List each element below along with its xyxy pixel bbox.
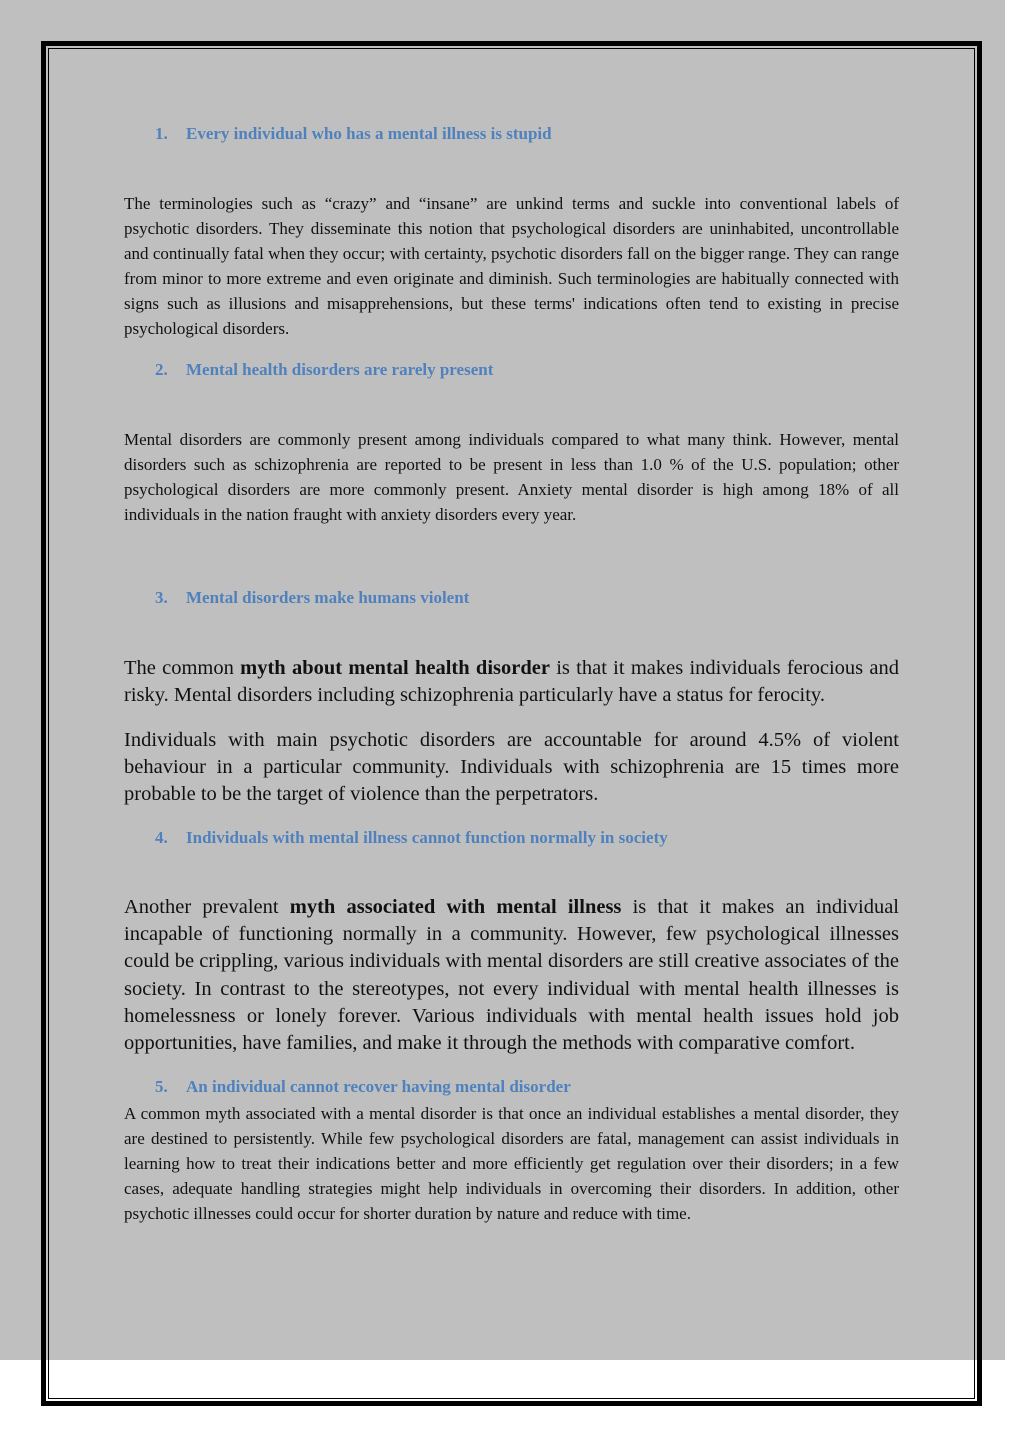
- section-1-paragraph: The terminologies such as “crazy” and “insane” are unkind terms and suckle into conventional labels of psychotic disorders. They disseminate this notion that psychological disorders are uninhabited, uncontrollable and continually fatal when they occur; with certainty, psychotic disorders fall on the bigger range. They can range from minor to more extreme and even originate and diminish. Such terminologies are habitually connected with signs such as illusions and misapprehensions, but these terms' indications often tend to existing in precise psychological disorders.: [124, 194, 899, 338]
- section-heading-text: Mental disorders make humans violent: [186, 588, 470, 607]
- section-number: 2.: [155, 360, 168, 379]
- section-number: 4.: [155, 828, 168, 847]
- section-3-paragraph-1: [124, 655, 899, 709]
- myth-emphasis: myth about mental health disorder: [240, 657, 550, 679]
- section-number: 1.: [155, 124, 168, 143]
- paragraph-text: is that it makes individuals ferocious and risky. Mental disorders including schizophrenia particularly have a status for ferocity.: [124, 657, 899, 707]
- paragraph-text: Another prevalent: [124, 896, 290, 918]
- section-heading-text: An individual cannot recover having mental disorder: [186, 1077, 571, 1096]
- section-heading-text: Every individual who has a mental illness is stupid: [186, 124, 552, 143]
- section-heading-5: [155, 1077, 571, 1097]
- section-heading-text: Mental health disorders are rarely present: [186, 360, 494, 379]
- section-heading-text: Individuals with mental illness cannot function normally in society: [186, 828, 668, 847]
- paragraph-text: The common: [124, 657, 241, 679]
- paragraph-text: is that it makes an individual incapable of functioning normally in a community. However, few psychological illnesses could be crippling, various individuals with mental disorders are still creative associates of the society. In contrast to the stereotypes, not every individual with mental health illnesses is homelessness or lonely forever. Various individuals with mental health issues hold job opportunities, have families, and make it through the methods with comparative comfort.: [124, 896, 900, 1055]
- section-5-paragraph: A common myth associated with a mental disorder is that once an individual establishes a mental disorder, they are destined to persistently. While few psychological disorders are fatal, management can assist individuals in learning how to treat their indications better and more efficiently get regulation over their disorders; in a few cases, adequate handling strategies might help individuals in overcoming their disorders. In addition, other psychotic illnesses could occur for shorter duration by nature and reduce with time.: [124, 1104, 899, 1223]
- myth-emphasis: myth associated with mental illness: [289, 896, 622, 918]
- section-heading-2: [155, 360, 493, 380]
- section-heading-1: [155, 124, 552, 144]
- section-4-paragraph: [124, 894, 899, 1057]
- section-3-paragraph-2: Individuals with main psychotic disorders are accountable for around 4.5% of violent behaviour in a particular community. Individuals with schizophrenia are 15 times more probable to be the target of violence than the perpetrators.: [124, 729, 899, 806]
- section-heading-4: [155, 828, 668, 848]
- section-2-paragraph: Mental disorders are commonly present among individuals compared to what many think. However, mental disorders such as schizophrenia are reported to be present in less than 1.0 % of the U.S. population; other psychological disorders are more commonly present. Anxiety mental disorder is high among 18% of all individuals in the nation fraught with anxiety disorders every year.: [124, 430, 899, 524]
- section-number: 5.: [155, 1077, 168, 1096]
- section-number: 3.: [155, 588, 168, 607]
- section-heading-3: [155, 588, 469, 608]
